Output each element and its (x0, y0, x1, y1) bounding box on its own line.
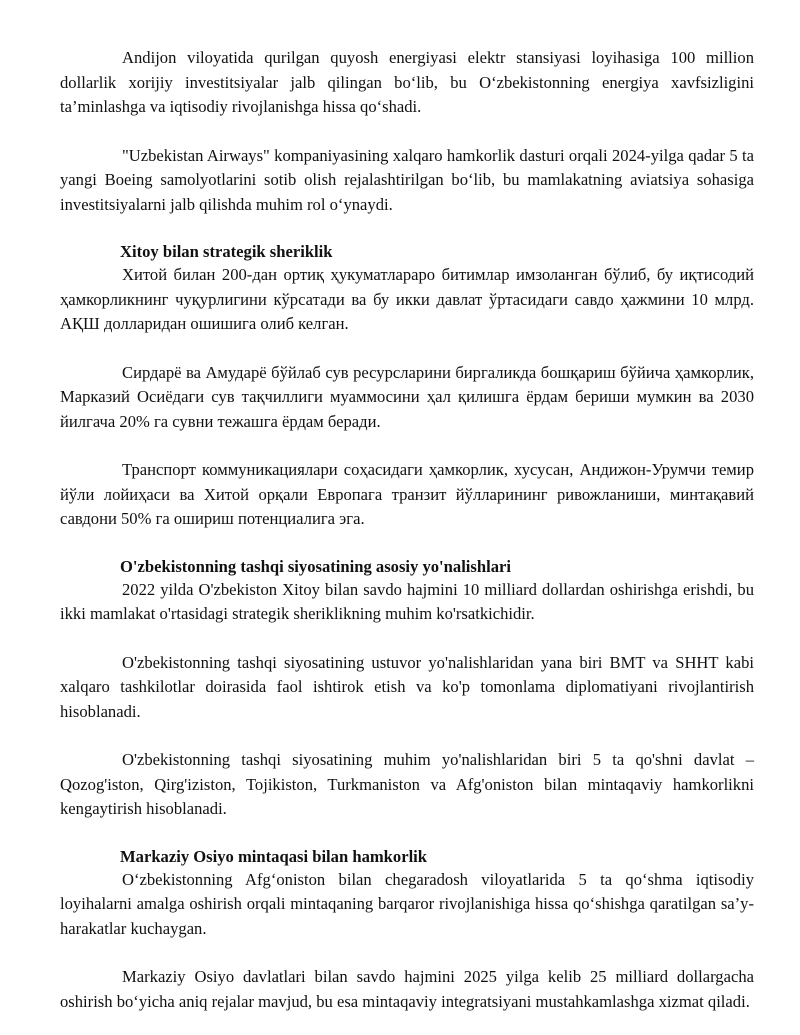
paragraph-water-resources: Сирдарё ва Амударё бўйлаб сув ресурсларини биргаликда бошқариш бўйича ҳамкорлик, Марказий Осиёдаги сув тақчиллиги муаммосини ҳал қилишга ёрдам бериши мумкин ва 2030 йилгача 20% га сувни тежашга ёрдам беради. (60, 362, 754, 431)
document-page (60, 40, 754, 1014)
paragraph-uzbekistan-airways: "Uzbekistan Airways" kompaniyasining xalqaro hamkorlik dasturi orqali 2024-yilga qadar 5 ta yangi Boeing samolyotlarini sotib olish rejalashtirilgan bo‘lib, bu mamlakatning aviatsiya sohasiga investitsiyalarni jalb qilishda muhim rol o‘ynaydi. (60, 145, 754, 214)
paragraph-solar-plant: Andijon viloyatida qurilgan quyosh energiyasi elektr stansiyasi loyihasiga 100 million dollarlik xorijiy investitsiyalar jalb qilingan bo‘lib, bu O‘zbekistonning energiya xavfsizligini ta’minlashga va iqtisodiy rivojlanishga hissa qo‘shadi. (60, 48, 754, 116)
paragraph-central-asia-trade: Markaziy Osiyo davlatlari bilan savdo hajmini 2025 yilga kelib 25 milliard dollargacha oshirish bo‘yicha aniq rejalar mavjud, bu esa mintaqaviy integratsiyani mustahkamlashga xizmat qiladi. (60, 967, 754, 1011)
paragraph-afghanistan-projects: O‘zbekistonning Afg‘oniston bilan chegaradosh viloyatlarida 5 ta qo‘shma iqtisodiy loyihalarni amalga oshirish orqali mintaqaning barqaror rivojlanishiga hissa qo‘shishga qaratilgan sa’y-harakatlar kuchaygan. (60, 869, 754, 938)
paragraph-china-agreements: Хитой билан 200-дан ортиқ ҳукуматлараро битимлар имзоланган бўлиб, бу иқтисодий ҳамкорликнинг чуқурлигини кўрсатади ва бу икки давлат ўртасидаги савдо ҳажмини 10 млрд. АҚШ долларидан ошишига олиб келган. (60, 265, 754, 333)
paragraph-international-organizations: O'zbekistonning tashqi siyosatining ustuvor yo'nalishlaridan yana biri BMT va SHHT kabi xalqaro tashkilotlar doirasida faol ishtirok etish va ko'p tomonlama diplomatiyani rivojlantirish hisoblanadi. (60, 652, 754, 721)
paragraph-neighbor-states: O'zbekistonning tashqi siyosatining muhim yo'nalishlaridan biri 5 ta qo'shni davlat – Qozog'iston, Qirg'iziston, Tojikiston, Turkmaniston va Afg'oniston bilan mintaqaviy hamkorlikni kengaytirish hisoblanadi. (60, 750, 754, 818)
paragraph-trade-volume-2022: 2022 yilda O'zbekiston Xitoy bilan savdo hajmini 10 milliard dollardan oshirishga erishdi, bu ikki mamlakat o'rtasidagi strategik sheriklikning muhim ko'rsatkichidir. (60, 579, 754, 623)
heading-central-asia-cooperation: Markaziy Osiyo mintaqasi bilan hamkorlik (120, 846, 428, 866)
paragraph-transport-cooperation: Транспорт коммуникациялари соҳасидаги ҳамкорлик, хусусан, Андижон-Урумчи темир йўли лойиҳаси ва Хитой орқали Европага транзит йўлларининг ривожланиши, минтақавий савдони 50% га ошириш потенциалига эга. (60, 460, 754, 528)
heading-china-partnership: Xitoy bilan strategik sheriklik (120, 242, 333, 261)
heading-foreign-policy-directions: O'zbekistonning tashqi siyosatining asosiy yo'nalishlari (120, 556, 511, 576)
